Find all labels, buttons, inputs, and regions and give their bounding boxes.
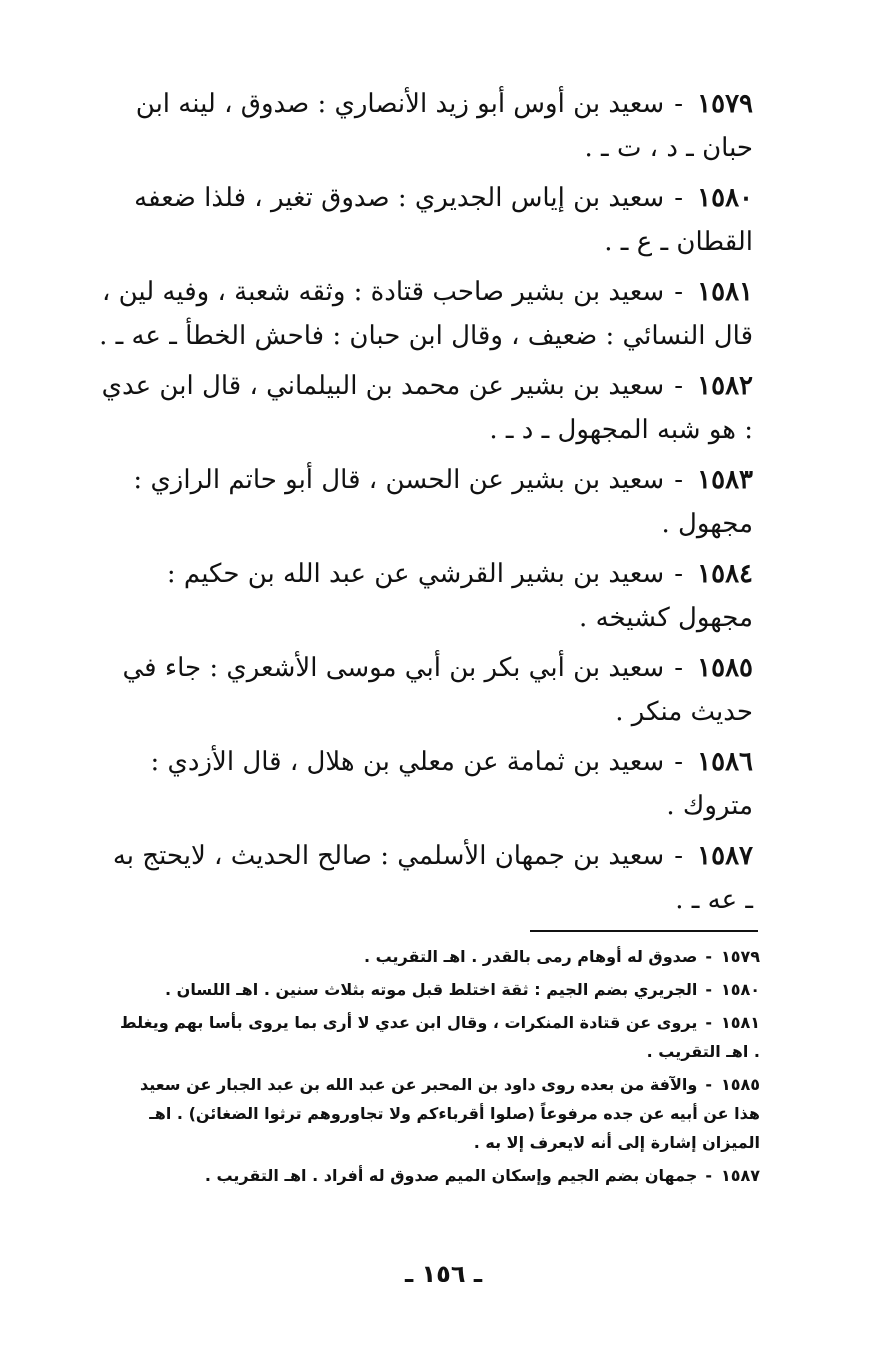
entry-text: سعيد بن بشير عن الحسن ، قال أبو حاتم الرازي : مجهول . <box>133 465 753 539</box>
entry-number: ١٥٨٦ <box>697 747 753 777</box>
footnote-dash: - <box>705 1075 712 1094</box>
footnote-number: ١٥٨٧ <box>720 1166 760 1185</box>
entries-list <box>98 82 753 928</box>
entry-dash: - <box>674 841 683 871</box>
footnote <box>110 1070 760 1157</box>
entry-dash: - <box>674 183 683 213</box>
footnote-dash: - <box>705 980 712 999</box>
footnote-text: يروى عن قتادة المنكرات ، وقال ابن عدي لا أرى بما يروى بأسا بهم ويغلط . اهـ التقريب . <box>120 1013 760 1061</box>
entry <box>98 646 753 734</box>
entry <box>98 270 753 358</box>
footnote-number: ١٥٧٩ <box>720 947 760 966</box>
footnote-number: ١٥٨٠ <box>720 980 760 999</box>
entry-number: ١٥٨٢ <box>697 371 753 401</box>
entry-dash: - <box>674 465 683 495</box>
entry-dash: - <box>674 371 683 401</box>
footnote-divider <box>530 930 758 932</box>
entry-number: ١٥٨٠ <box>697 183 753 213</box>
entry-text: سعيد بن بشير القرشي عن عبد الله بن حكيم : مجهول كشيخه . <box>166 559 753 633</box>
page-number: ـ ١٥٦ ـ <box>404 1260 483 1288</box>
entry-text: سعيد بن جمهان الأسلمي : صالح الحديث ، لايحتج به ـ عه ـ . <box>112 841 753 915</box>
entry-text: سعيد بن ثمامة عن معلي بن هلال ، قال الأزدي : متروك . <box>150 747 753 821</box>
entry <box>98 364 753 452</box>
entry-text: سعيد بن إياس الجديري : صدوق تغير ، فلذا ضعفه القطان ـ ع ـ . <box>134 183 753 257</box>
footnote <box>110 942 760 971</box>
footnotes-list <box>110 942 760 1194</box>
entry-dash: - <box>674 89 683 119</box>
footnote-dash: - <box>705 947 712 966</box>
footnote-text: والآفة من بعده روى داود بن المحبر عن عبد الله بن عبد الجبار عن سعيد هذا عن أبيه عن جده مرفوعاً (صلوا أقرباءكم ولا تجاوروهم ترثوا الضغائن) . اهـ الميزان إشارة إلى أنه لايعرف إلا به . <box>140 1075 760 1152</box>
entry <box>98 458 753 546</box>
entry-number: ١٥٧٩ <box>697 89 753 119</box>
entry-dash: - <box>674 747 683 777</box>
entry-text: سعيد بن بشير صاحب قتادة : وثقه شعبة ، وفيه لين ، قال النسائي : ضعيف ، وقال ابن حبان : فاحش الخطأ ـ عه ـ . <box>99 277 753 351</box>
footnote-number: ١٥٨٥ <box>720 1075 760 1094</box>
entry-number: ١٥٨١ <box>697 277 753 307</box>
entry <box>98 552 753 640</box>
entry-number: ١٥٨٧ <box>697 841 753 871</box>
entry-text: سعيد بن بشير عن محمد بن البيلماني ، قال ابن عدي : هو شبه المجهول ـ د ـ . <box>101 371 753 445</box>
entry-text: سعيد بن أبي بكر بن أبي موسى الأشعري : جاء في حديث منكر . <box>122 653 753 727</box>
entry <box>98 740 753 828</box>
entry-number: ١٥٨٤ <box>697 559 753 589</box>
footnote <box>110 1161 760 1190</box>
footnote-text: الجريري بضم الجيم : ثقة اختلط قبل موته بثلاث سنين . اهـ اللسان . <box>165 980 698 999</box>
entry <box>98 176 753 264</box>
footnote-text: صدوق له أوهام رمى بالقدر . اهـ التقريب . <box>363 947 698 966</box>
entry <box>98 82 753 170</box>
footnote <box>110 975 760 1004</box>
entry-number: ١٥٨٣ <box>697 465 753 495</box>
footnote-number: ١٥٨١ <box>720 1013 760 1032</box>
entry <box>98 834 753 922</box>
entry-text: سعيد بن أوس أبو زيد الأنصاري : صدوق ، لينه ابن حبان ـ د ، ت ـ . <box>135 89 753 163</box>
footnote-dash: - <box>705 1013 712 1032</box>
footnote <box>110 1008 760 1066</box>
footnote-text: جمهان بضم الجيم وإسكان الميم صدوق له أفراد . اهـ التقريب . <box>204 1166 698 1185</box>
entry-dash: - <box>674 653 683 683</box>
entry-number: ١٥٨٥ <box>697 653 753 683</box>
entry-dash: - <box>674 277 683 307</box>
footnote-dash: - <box>705 1166 712 1185</box>
entry-dash: - <box>674 559 683 589</box>
